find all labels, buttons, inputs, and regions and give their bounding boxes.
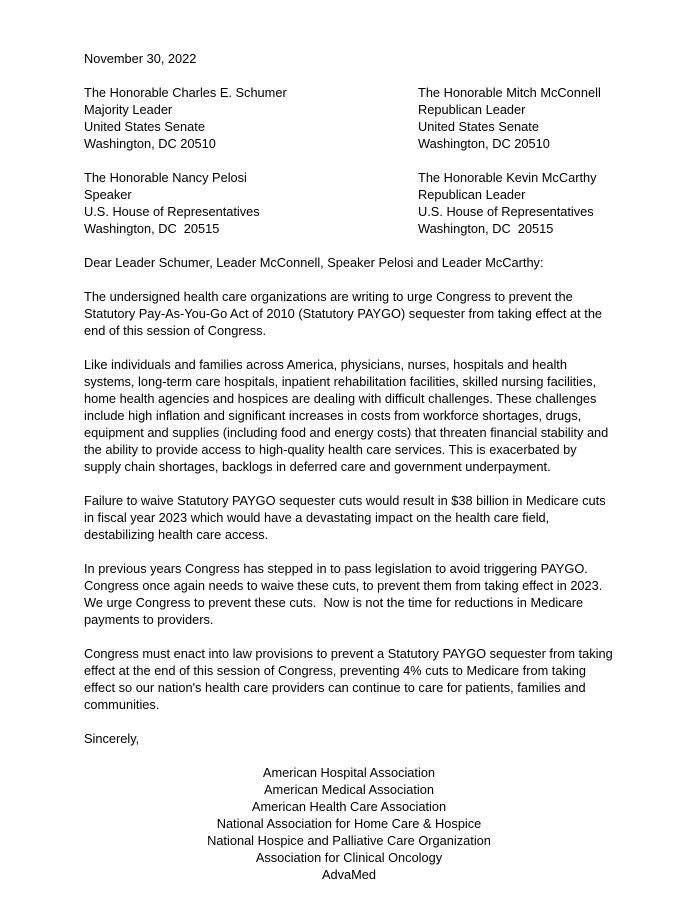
recipient-title: Republican Leader [418, 187, 526, 202]
signatory-item: American Medical Association [264, 782, 434, 797]
letter-body [84, 50, 617, 883]
letter-paragraph-2: Like individuals and families across America, physicians, nurses, hospitals and health systems, long-term care hospitals, inpatient rehabilitation facilities, skilled nursing facilities, home health agencies and hospices are dealing with difficult challenges. These challenges include high inflation and significant increases in costs from workforce shortages, drugs, equipment and supplies (including food and energy costs) that threaten financial stability and the ability to provide access to high-quality health care services. This is exacerbated by supply chain shortages, backlogs in deferred care and government underpayment. [84, 357, 612, 474]
recipient-chamber: United States Senate [418, 119, 539, 134]
recipient-address-mccarthy [418, 169, 695, 237]
recipient-name: The Honorable Nancy Pelosi [84, 170, 247, 185]
signatory-item: American Health Care Association [251, 799, 447, 814]
signatory-item: National Hospice and Palliative Care Organization [207, 833, 491, 848]
recipient-title: Republican Leader [418, 102, 526, 117]
signatory-list [84, 764, 614, 883]
letter-date: November 30, 2022 [84, 51, 197, 66]
recipient-chamber: U.S. House of Representatives [418, 204, 594, 219]
letter-paragraph-3: Failure to waive Statutory PAYGO sequester cuts would result in $38 billion in Medicare cuts in fiscal year 2023 which would have a devastating impact on the health care field, destabilizing health care access. [84, 493, 610, 542]
recipient-city: Washington, DC 20515 [84, 221, 220, 236]
letter-paragraph-5: Congress must enact into law provisions to prevent a Statutory PAYGO sequester from taking effect at the end of this session of Congress, preventing 4% cuts to Medicare from taking effect so our nation's health care providers can continue to care for patients, families and communities. [84, 646, 617, 712]
recipient-block-senate [84, 84, 614, 152]
recipient-title: Majority Leader [84, 102, 173, 117]
recipient-city: Washington, DC 20510 [418, 136, 550, 151]
signatory-item: AdvaMed [321, 867, 377, 882]
recipient-title: Speaker [84, 187, 132, 202]
recipient-name: The Honorable Charles E. Schumer [84, 85, 287, 100]
recipient-address-pelosi [84, 169, 364, 237]
recipient-address-mcconnell [418, 84, 695, 152]
recipient-chamber: United States Senate [84, 119, 205, 134]
recipient-chamber: U.S. House of Representatives [84, 204, 260, 219]
recipient-name: The Honorable Kevin McCarthy [418, 170, 597, 185]
recipient-block-house [84, 169, 614, 237]
recipient-city: Washington, DC 20515 [418, 221, 554, 236]
letter-paragraph-4: In previous years Congress has stepped in to pass legislation to avoid triggering PAYGO. Congress once again needs to waive these cuts, to prevent them from taking effect in 2023. We urge Congress to prevent these cuts. Now is not the time for reductions in Medicare payments to providers. [84, 561, 610, 627]
recipient-city: Washington, DC 20510 [84, 136, 216, 151]
signatory-item: Association for Clinical Oncology [255, 850, 443, 865]
recipient-address-schumer [84, 84, 364, 152]
signatory-item: National Association for Home Care & Hospice [216, 816, 482, 831]
letter-closing: Sincerely, [84, 731, 140, 746]
signatory-item: American Hospital Association [262, 765, 436, 780]
letter-paragraph-1: The undersigned health care organizations are writing to urge Congress to prevent the Statutory Pay-As-You-Go Act of 2010 (Statutory PAYGO) sequester from taking effect at the end of this session of Congress. [84, 289, 606, 338]
letter-salutation: Dear Leader Schumer, Leader McConnell, Speaker Pelosi and Leader McCarthy: [84, 255, 544, 270]
recipient-name: The Honorable Mitch McConnell [418, 85, 601, 100]
